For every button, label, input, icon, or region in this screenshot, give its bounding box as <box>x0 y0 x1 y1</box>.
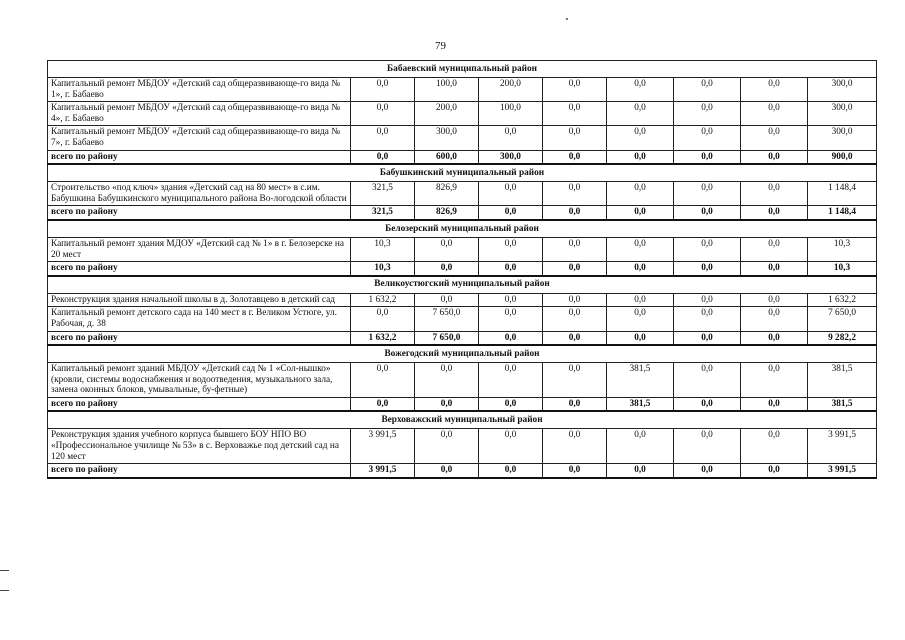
amount-cell: 0,0 <box>741 78 808 102</box>
total-amount-cell: 0,0 <box>479 206 543 220</box>
amount-cell: 300,0 <box>808 126 877 150</box>
district-total-row <box>48 464 877 478</box>
total-amount-cell: 0,0 <box>674 464 741 478</box>
project-description: Строительство «под ключ» здания «Детский сад на 80 мест» в с.им. Бабушкина Бабушкинского муниципального района Во-логодской области <box>48 182 351 206</box>
amount-cell: 10,3 <box>808 237 877 261</box>
district-header-row <box>48 345 877 363</box>
total-amount-cell: 0,0 <box>741 331 808 345</box>
amount-cell: 321,5 <box>351 182 415 206</box>
amount-cell: 0,0 <box>415 363 479 398</box>
total-label: всего по району <box>48 397 351 411</box>
amount-cell: 0,0 <box>415 237 479 261</box>
total-amount-cell: 0,0 <box>543 464 607 478</box>
total-amount-cell: 0,0 <box>543 331 607 345</box>
amount-cell: 0,0 <box>543 102 607 126</box>
amount-cell: 0,0 <box>607 182 674 206</box>
project-description: Капитальный ремонт МБДОУ «Детский сад общеразвивающе-го вида № 7», г. Бабаево <box>48 126 351 150</box>
amount-cell: 0,0 <box>607 293 674 307</box>
amount-cell: 0,0 <box>543 429 607 464</box>
amount-cell: 0,0 <box>741 363 808 398</box>
total-amount-cell: 0,0 <box>674 206 741 220</box>
amount-cell: 0,0 <box>741 102 808 126</box>
district-title: Великоустюгский муниципальный район <box>48 276 877 294</box>
amount-cell: 0,0 <box>741 126 808 150</box>
amount-cell: 7 650,0 <box>808 307 877 331</box>
total-amount-cell: 826,9 <box>415 206 479 220</box>
amount-cell: 0,0 <box>479 126 543 150</box>
total-amount-cell: 0,0 <box>351 150 415 164</box>
total-label: всего по району <box>48 262 351 276</box>
table-row <box>48 182 877 206</box>
total-amount-cell: 0,0 <box>351 397 415 411</box>
amount-cell: 0,0 <box>674 102 741 126</box>
total-amount-cell: 0,0 <box>479 397 543 411</box>
district-total-row <box>48 150 877 164</box>
amount-cell: 0,0 <box>351 307 415 331</box>
district-header-row <box>48 61 877 78</box>
amount-cell: 0,0 <box>674 126 741 150</box>
amount-cell: 0,0 <box>543 363 607 398</box>
total-label: всего по району <box>48 206 351 220</box>
district-total-row <box>48 397 877 411</box>
amount-cell: 826,9 <box>415 182 479 206</box>
amount-cell: 0,0 <box>543 293 607 307</box>
district-header-row <box>48 164 877 182</box>
total-amount-cell: 0,0 <box>741 150 808 164</box>
total-amount-cell: 0,0 <box>479 464 543 478</box>
amount-cell: 100,0 <box>415 78 479 102</box>
amount-cell: 381,5 <box>607 363 674 398</box>
district-total-row <box>48 206 877 220</box>
total-amount-cell: 0,0 <box>674 331 741 345</box>
total-amount-cell: 600,0 <box>415 150 479 164</box>
amount-cell: 7 650,0 <box>415 307 479 331</box>
total-amount-cell: 0,0 <box>741 206 808 220</box>
amount-cell: 100,0 <box>479 102 543 126</box>
margin-mark <box>0 570 9 571</box>
amount-cell: 0,0 <box>543 126 607 150</box>
total-amount-cell: 0,0 <box>543 206 607 220</box>
amount-cell: 0,0 <box>479 363 543 398</box>
table-row <box>48 78 877 102</box>
total-amount-cell: 0,0 <box>415 262 479 276</box>
table-row <box>48 363 877 398</box>
amount-cell: 0,0 <box>741 429 808 464</box>
amount-cell: 3 991,5 <box>808 429 877 464</box>
project-description: Капитальный ремонт МБДОУ «Детский сад общеразвивающе-го вида № 4», г. Бабаево <box>48 102 351 126</box>
amount-cell: 0,0 <box>415 293 479 307</box>
total-amount-cell: 0,0 <box>607 262 674 276</box>
amount-cell: 0,0 <box>607 126 674 150</box>
funding-table <box>47 60 877 479</box>
amount-cell: 0,0 <box>741 237 808 261</box>
amount-cell: 0,0 <box>607 307 674 331</box>
total-amount-cell: 10,3 <box>808 262 877 276</box>
project-description: Капитальный ремонт МБДОУ «Детский сад общеразвивающе-го вида № 1», г. Бабаево <box>48 78 351 102</box>
district-title: Бабушкинский муниципальный район <box>48 164 877 182</box>
project-description: Капитальный ремонт зданий МБДОУ «Детский сад № 1 «Сол-нышко» (кровли, системы водоснабжения и водоотведения, музыкального зала, замена оконных блоков, умывальные, бу-фетные) <box>48 363 351 398</box>
amount-cell: 300,0 <box>808 102 877 126</box>
total-amount-cell: 0,0 <box>415 464 479 478</box>
amount-cell: 381,5 <box>808 363 877 398</box>
total-amount-cell: 10,3 <box>351 262 415 276</box>
amount-cell: 0,0 <box>479 182 543 206</box>
total-label: всего по району <box>48 464 351 478</box>
amount-cell: 0,0 <box>479 293 543 307</box>
amount-cell: 0,0 <box>674 363 741 398</box>
amount-cell: 0,0 <box>674 182 741 206</box>
total-amount-cell: 0,0 <box>674 397 741 411</box>
total-amount-cell: 1 148,4 <box>808 206 877 220</box>
total-amount-cell: 1 632,2 <box>351 331 415 345</box>
amount-cell: 0,0 <box>415 429 479 464</box>
amount-cell: 0,0 <box>543 182 607 206</box>
total-amount-cell: 0,0 <box>479 262 543 276</box>
district-total-row <box>48 331 877 345</box>
table-row <box>48 429 877 464</box>
total-label: всего по району <box>48 150 351 164</box>
total-amount-cell: 900,0 <box>808 150 877 164</box>
amount-cell: 0,0 <box>741 182 808 206</box>
margin-mark <box>0 590 9 591</box>
total-amount-cell: 381,5 <box>808 397 877 411</box>
amount-cell: 0,0 <box>351 126 415 150</box>
total-amount-cell: 321,5 <box>351 206 415 220</box>
project-description: Капитальный ремонт здания МДОУ «Детский сад № 1» в г. Белозерске на 20 мест <box>48 237 351 261</box>
amount-cell: 0,0 <box>479 237 543 261</box>
total-amount-cell: 0,0 <box>674 150 741 164</box>
total-amount-cell: 381,5 <box>607 397 674 411</box>
table-row <box>48 126 877 150</box>
amount-cell: 0,0 <box>479 429 543 464</box>
amount-cell: 3 991,5 <box>351 429 415 464</box>
amount-cell: 0,0 <box>674 429 741 464</box>
district-header-row <box>48 276 877 294</box>
district-header-row <box>48 220 877 238</box>
total-amount-cell: 0,0 <box>741 397 808 411</box>
amount-cell: 0,0 <box>351 102 415 126</box>
amount-cell: 0,0 <box>479 307 543 331</box>
amount-cell: 0,0 <box>674 307 741 331</box>
scan-speck <box>566 18 568 20</box>
amount-cell: 0,0 <box>674 78 741 102</box>
total-amount-cell: 0,0 <box>543 262 607 276</box>
project-description: Реконструкция здания начальной школы в д. Золотавцево в детский сад <box>48 293 351 307</box>
table-row <box>48 293 877 307</box>
district-title: Бабаевский муниципальный район <box>48 61 877 78</box>
total-amount-cell: 0,0 <box>415 397 479 411</box>
amount-cell: 0,0 <box>607 429 674 464</box>
district-title: Белозерский муниципальный район <box>48 220 877 238</box>
table-row <box>48 237 877 261</box>
amount-cell: 200,0 <box>479 78 543 102</box>
total-amount-cell: 0,0 <box>479 331 543 345</box>
total-amount-cell: 3 991,5 <box>808 464 877 478</box>
total-amount-cell: 0,0 <box>607 150 674 164</box>
amount-cell: 0,0 <box>543 307 607 331</box>
total-amount-cell: 9 282,2 <box>808 331 877 345</box>
project-description: Реконструкция здания учебного корпуса бывшего БОУ НПО ВО «Профессиональное училище № 53» в с. Верховажье под детский сад на 120 мест <box>48 429 351 464</box>
amount-cell: 0,0 <box>351 78 415 102</box>
district-header-row <box>48 411 877 429</box>
district-title: Верховажский муниципальный район <box>48 411 877 429</box>
amount-cell: 0,0 <box>741 307 808 331</box>
project-description: Капитальный ремонт детского сада на 140 мест в г. Великом Устюге, ул. Рабочая, д. 38 <box>48 307 351 331</box>
amount-cell: 200,0 <box>415 102 479 126</box>
total-amount-cell: 0,0 <box>607 464 674 478</box>
table-row <box>48 102 877 126</box>
page-number: 79 <box>435 40 446 52</box>
total-amount-cell: 0,0 <box>741 464 808 478</box>
total-label: всего по району <box>48 331 351 345</box>
total-amount-cell: 0,0 <box>607 206 674 220</box>
amount-cell: 1 632,2 <box>351 293 415 307</box>
total-amount-cell: 0,0 <box>607 331 674 345</box>
amount-cell: 0,0 <box>543 78 607 102</box>
amount-cell: 0,0 <box>607 102 674 126</box>
total-amount-cell: 0,0 <box>543 397 607 411</box>
amount-cell: 0,0 <box>607 237 674 261</box>
amount-cell: 10,3 <box>351 237 415 261</box>
amount-cell: 300,0 <box>808 78 877 102</box>
total-amount-cell: 0,0 <box>543 150 607 164</box>
amount-cell: 0,0 <box>674 293 741 307</box>
amount-cell: 0,0 <box>741 293 808 307</box>
total-amount-cell: 0,0 <box>741 262 808 276</box>
amount-cell: 0,0 <box>674 237 741 261</box>
total-amount-cell: 0,0 <box>674 262 741 276</box>
table-row <box>48 307 877 331</box>
total-amount-cell: 300,0 <box>479 150 543 164</box>
total-amount-cell: 3 991,5 <box>351 464 415 478</box>
amount-cell: 1 632,2 <box>808 293 877 307</box>
amount-cell: 0,0 <box>543 237 607 261</box>
district-total-row <box>48 262 877 276</box>
amount-cell: 1 148,4 <box>808 182 877 206</box>
amount-cell: 0,0 <box>351 363 415 398</box>
district-title: Вожегодский муниципальный район <box>48 345 877 363</box>
amount-cell: 0,0 <box>607 78 674 102</box>
amount-cell: 300,0 <box>415 126 479 150</box>
total-amount-cell: 7 650,0 <box>415 331 479 345</box>
